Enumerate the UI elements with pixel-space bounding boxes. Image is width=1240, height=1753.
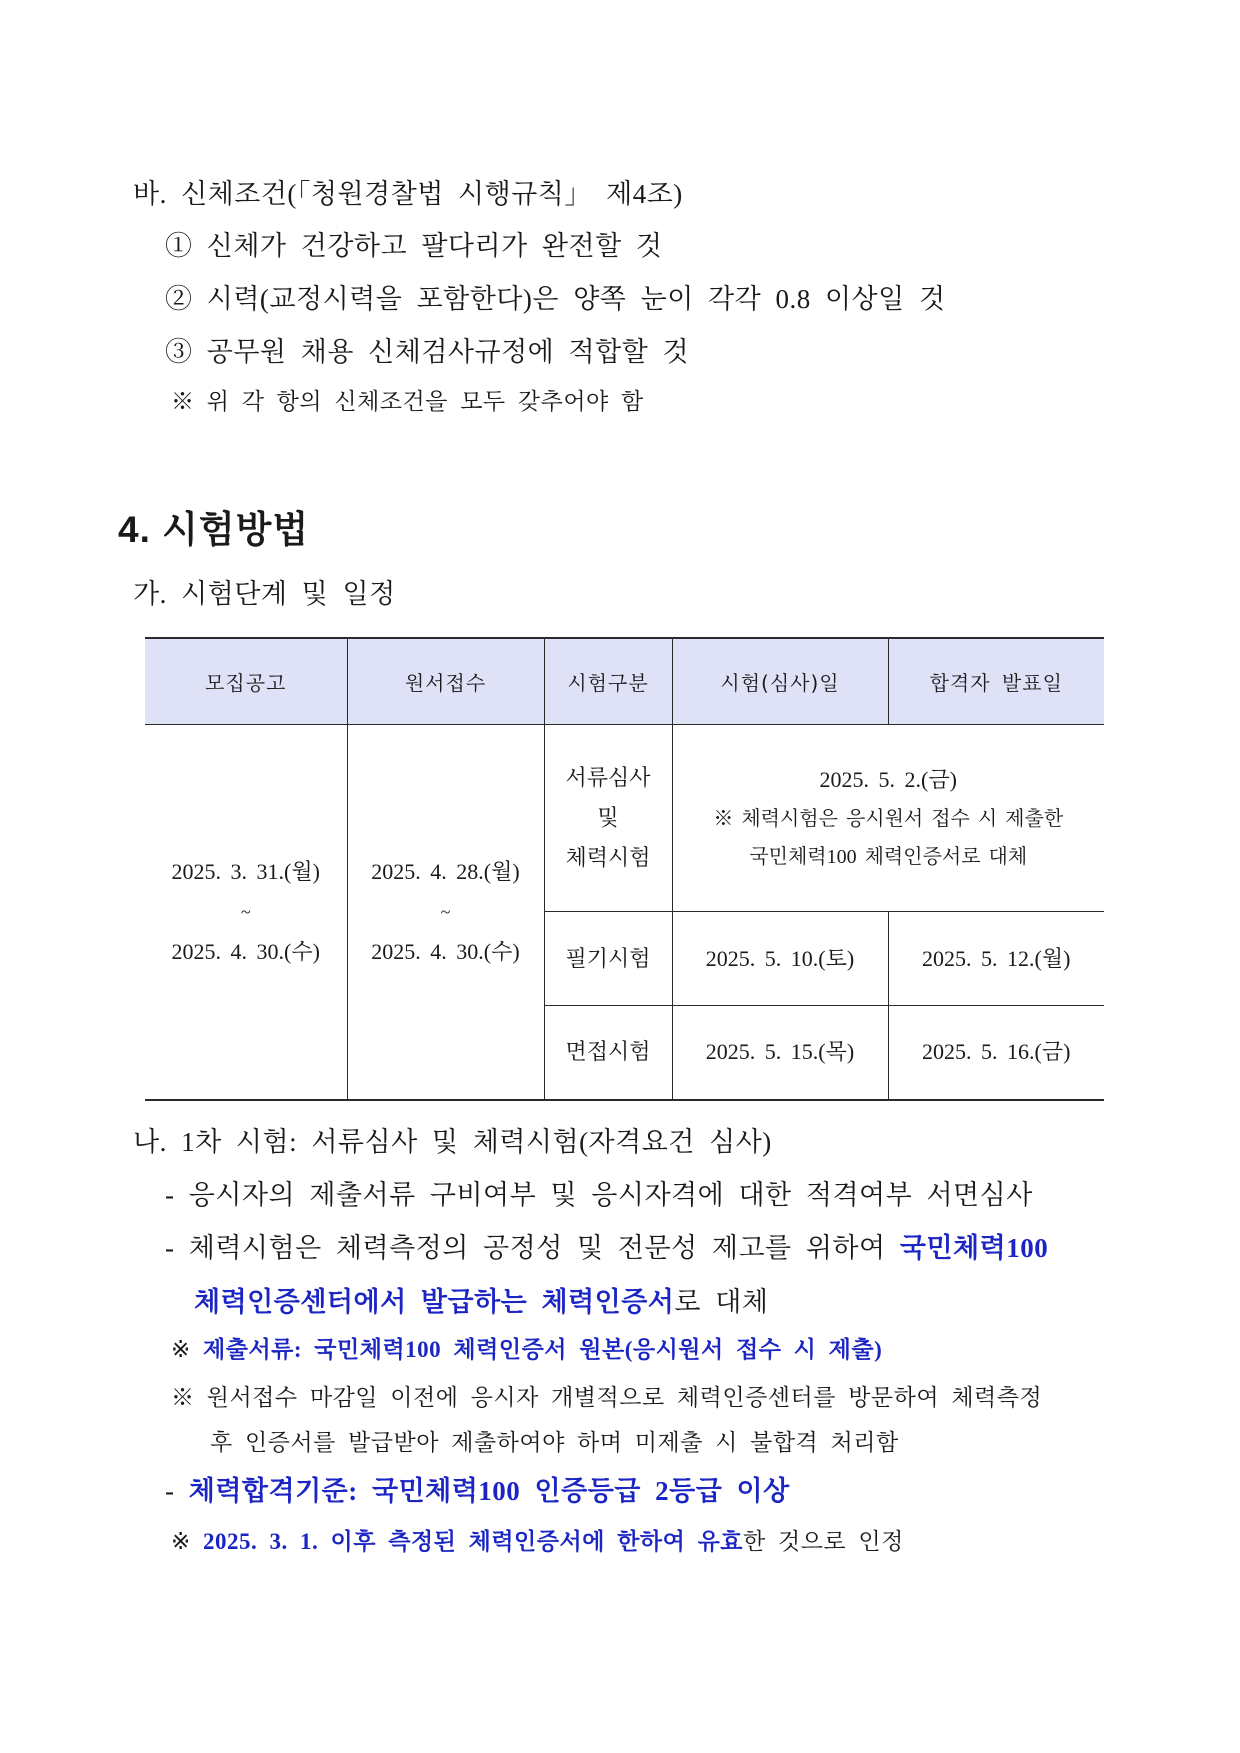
stage-cell — [544, 725, 672, 912]
stage-line: 서류심사 — [565, 765, 651, 790]
header-recruitment-notice: 모집공고 — [145, 638, 347, 725]
header-exam-date: 시험(심사)일 — [672, 638, 888, 725]
pass-criterion-text: 체력합격기준: 국민체력100 인증등급 2등급 이상 — [188, 1476, 790, 1506]
stage-line: 체력시험 — [565, 845, 651, 870]
header-exam-stage: 시험구분 — [544, 638, 672, 725]
section-title: 4. 시험방법 — [118, 509, 310, 550]
result-date-cell: 2025. 5. 12.(월) — [888, 912, 1104, 1006]
document-review-note-line-1: ※ 체력시험은 응시원서 접수 시 제출한 — [713, 808, 1064, 830]
stage-line: 및 — [597, 805, 619, 830]
physical-requirement-item-3: ③ 공무원 채용 신체검사규정에 적합할 것 — [165, 337, 690, 367]
recruitment-notice-end: 2025. 4. 30.(수) — [171, 938, 320, 964]
physical-requirement-item-2: ② 시력(교정시력을 포함한다)은 양쪽 눈이 각각 0.8 이상일 것 — [165, 284, 946, 314]
exam-date-cell: 2025. 5. 10.(토) — [672, 912, 888, 1006]
header-application: 원서접수 — [347, 638, 544, 725]
note-mark: ※ — [171, 1337, 191, 1362]
fitness-test-highlight-2: 체력인증센터에서 발급하는 체력인증서 — [194, 1287, 675, 1317]
exam-schedule-table — [145, 637, 1104, 1101]
visit-note-line-2: 후 인증서를 발급받아 제출하여야 하며 미제출 시 불합격 처리함 — [210, 1430, 899, 1455]
header-result-date: 합격자 발표일 — [888, 638, 1104, 725]
recruitment-notice-start: 2025. 3. 31.(월) — [171, 858, 320, 884]
application-period-separator: ~ — [440, 901, 451, 922]
stage-cell: 면접시험 — [544, 1006, 672, 1100]
schedule-heading: 가. 시험단계 및 일정 — [133, 579, 396, 609]
validity-note — [171, 1526, 904, 1558]
recruitment-notice-cell — [145, 725, 347, 1100]
bullet-dash: - — [165, 1476, 175, 1506]
application-period-cell — [347, 725, 544, 1100]
document-review-bullet: - 응시자의 제출서류 구비여부 및 응시자격에 대한 적격여부 서면심사 — [165, 1180, 1033, 1210]
physical-requirement-item-1: ① 신체가 건강하고 팔다리가 완전할 것 — [165, 231, 663, 261]
pass-criterion-bullet — [165, 1473, 790, 1509]
recruitment-notice-separator: ~ — [240, 901, 251, 922]
fitness-test-bullet — [165, 1230, 1048, 1266]
physical-requirements-note: ※ 위 각 항의 신체조건을 모두 갖추어야 함 — [171, 389, 644, 414]
first-exam-heading: 나. 1차 시험: 서류심사 및 체력시험(자격요건 심사) — [133, 1127, 772, 1157]
physical-requirements-heading: 바. 신체조건(「청원경찰법 시행규칙」 제4조) — [133, 179, 683, 209]
table-body — [145, 725, 1104, 1100]
stage-cell: 필기시험 — [544, 912, 672, 1006]
result-date-cell: 2025. 5. 16.(금) — [888, 1006, 1104, 1100]
exam-date-cell: 2025. 5. 15.(목) — [672, 1006, 888, 1100]
fitness-test-tail: 로 대체 — [674, 1287, 769, 1317]
table-row — [145, 725, 1104, 912]
visit-note-line-1: ※ 원서접수 마감일 이전에 응시자 개별적으로 체력인증센터를 방문하여 체력측정 — [171, 1385, 1043, 1410]
document-review-date: 2025. 5. 2.(금) — [819, 767, 957, 792]
fitness-test-bullet-continued — [194, 1284, 768, 1320]
document-review-date-cell — [672, 725, 1104, 912]
application-period-end: 2025. 4. 30.(수) — [371, 938, 520, 964]
validity-note-highlight: 2025. 3. 1. 이후 측정된 체력인증서에 한하여 유효 — [203, 1529, 744, 1554]
table-header — [145, 638, 1104, 725]
application-period-start: 2025. 4. 28.(월) — [371, 858, 520, 884]
submission-note — [171, 1334, 882, 1366]
document-review-note-line-2: 국민체력100 체력인증서로 대체 — [749, 846, 1028, 868]
fitness-test-text: - 체력시험은 체력측정의 공정성 및 전문성 제고를 위하여 — [165, 1233, 886, 1263]
validity-note-tail: 한 것으로 인정 — [743, 1529, 904, 1554]
table-header-row — [145, 638, 1104, 725]
note-mark: ※ — [171, 1529, 191, 1554]
submission-note-text: 제출서류: 국민체력100 체력인증서 원본(응시원서 접수 시 제출) — [203, 1337, 883, 1362]
fitness-test-highlight-1: 국민체력100 — [899, 1233, 1049, 1263]
